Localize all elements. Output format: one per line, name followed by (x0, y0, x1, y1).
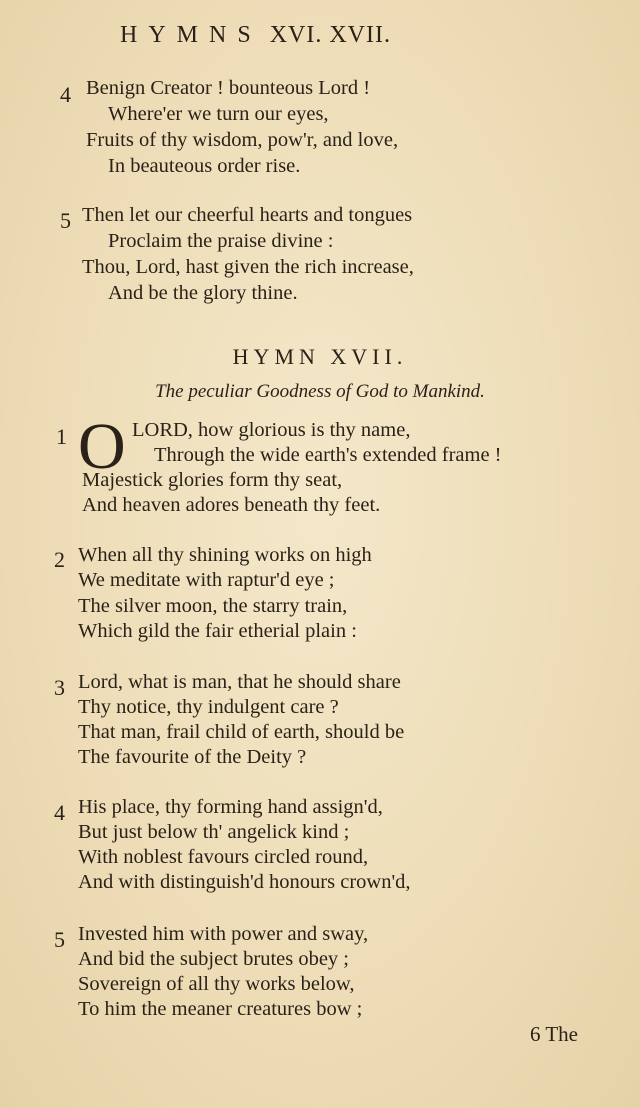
verse-line: To him the meaner creatures bow ; (78, 998, 363, 1020)
verse-line: Sovereign of all thy works below, (78, 973, 355, 995)
stanza-number: 4 (60, 82, 71, 107)
verse-line: And with distinguish'd honours crown'd, (78, 871, 411, 893)
verse-line: With noblest favours circled round, (78, 846, 369, 868)
hymn-title: HYMN XVII. (232, 344, 408, 369)
verse-line: When all thy shining works on high (78, 544, 372, 566)
stanza-number: 5 (60, 208, 71, 233)
stanza-number: 5 (54, 927, 65, 952)
catchword: 6 The (529, 1022, 578, 1046)
stanza-number: 2 (54, 547, 65, 572)
verse-line: And be the glory thine. (108, 282, 298, 304)
running-header (120, 22, 540, 49)
verse-line: Lord, what is man, that he should share (78, 671, 401, 693)
verse-line: His place, thy forming hand assign'd, (78, 796, 383, 818)
hymn-subtitle: The peculiar Goodness of God to Mankind. (155, 381, 485, 402)
running-title: HYMNS (120, 22, 262, 48)
verse-line: And bid the subject brutes obey ; (78, 948, 350, 970)
stanza-number: 1 (56, 424, 67, 449)
verse-line: The favourite of the Deity ? (78, 746, 307, 768)
verse-line: Proclaim the praise divine : (108, 230, 334, 252)
verse-line: Which gild the fair etherial plain : (78, 620, 357, 642)
verse-line: Invested him with power and sway, (78, 923, 369, 945)
verse-line: And heaven adores beneath thy feet. (82, 494, 381, 516)
stanza-number: 3 (54, 675, 65, 700)
verse-line: But just below th' angelick kind ; (78, 821, 350, 843)
verse-line: Through the wide earth's extended frame ! (154, 444, 502, 466)
hymn-numbers: XVI. XVII. (269, 22, 391, 48)
drop-cap: O (78, 410, 126, 483)
verse-line: That man, frail child of earth, should be (78, 721, 405, 743)
verse-line: We meditate with raptur'd eye ; (78, 569, 335, 591)
verse-line: Thy notice, thy indulgent care ? (78, 696, 339, 718)
verse-line: The silver moon, the starry train, (78, 595, 348, 617)
verse-line: Where'er we turn our eyes, (108, 103, 329, 125)
verse-line: Thou, Lord, hast given the rich increase, (82, 256, 414, 278)
verse-line: Majestick glories form thy seat, (82, 469, 343, 491)
verse-line: Benign Creator ! bounteous Lord ! (86, 77, 371, 99)
verse-line: Then let our cheerful hearts and tongues (82, 204, 413, 226)
verse-line: In beauteous order rise. (108, 155, 301, 177)
verse-line: LORD, how glorious is thy name, (132, 419, 411, 441)
verse-line: Fruits of thy wisdom, pow'r, and love, (86, 129, 399, 151)
stanza-number: 4 (54, 800, 65, 825)
